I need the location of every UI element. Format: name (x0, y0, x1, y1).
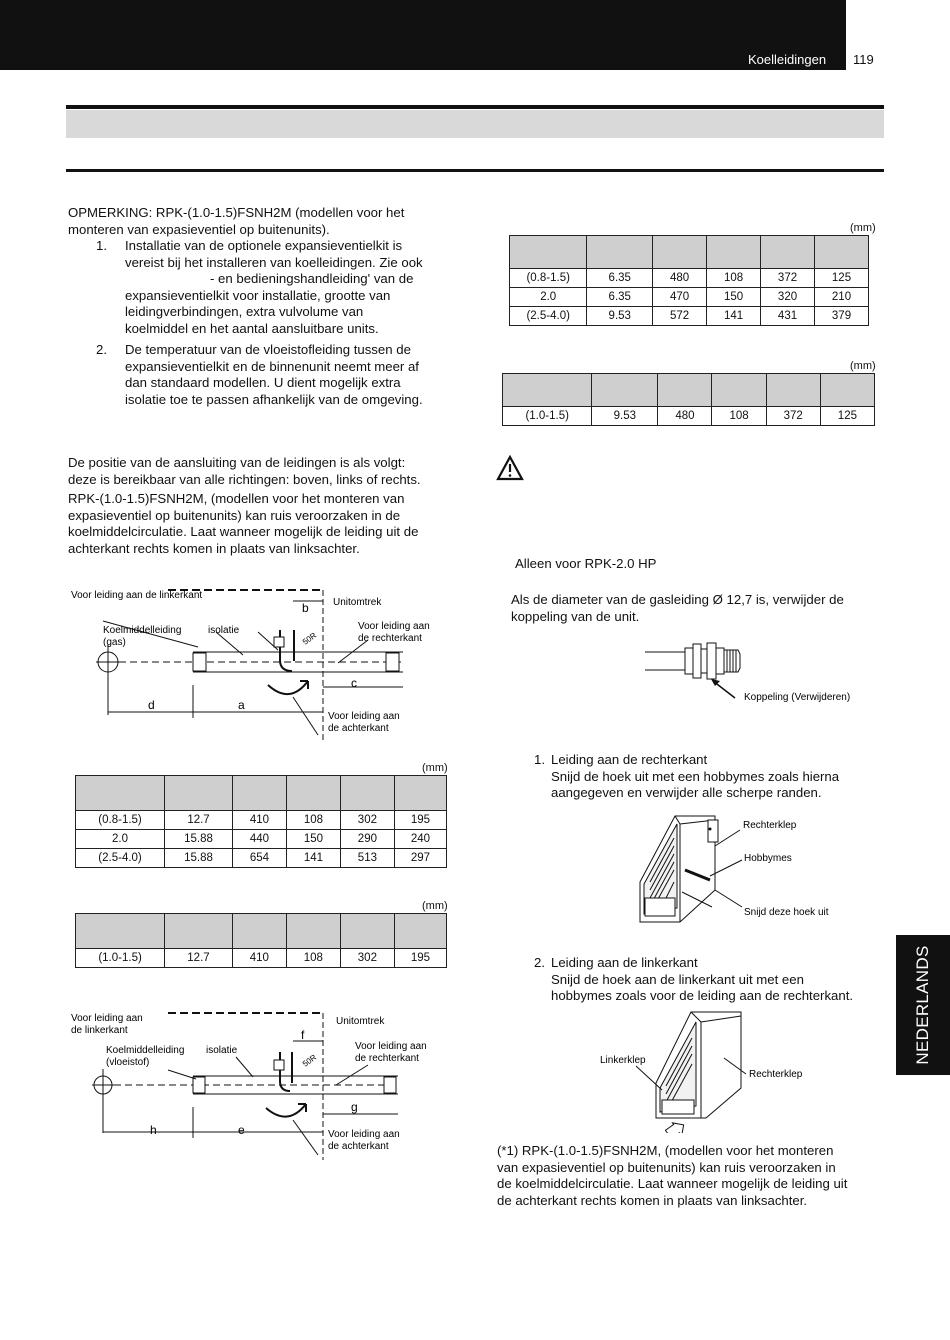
page-number: 119 (853, 52, 874, 67)
coupling-figure (640, 640, 880, 710)
svg-text:d: d (148, 698, 155, 712)
liquid-main-unit: (mm) (850, 222, 876, 234)
step-2-num: 2. (534, 955, 545, 970)
gas-note: Als de diameter van de gasleiding Ø 12,7 is, verwijder de koppeling van de unit. (511, 592, 844, 624)
gas-main-unit: (mm) (422, 762, 448, 774)
table-row: (2.5-4.0) 15.88 654 141 513 297 (76, 849, 447, 868)
svg-text:de rechterkant: de rechterkant (358, 633, 422, 644)
title-rule-top (66, 105, 884, 109)
svg-text:Voor leiding aan: Voor leiding aan (328, 1129, 400, 1140)
svg-text:Voor leiding aan: Voor leiding aan (328, 711, 400, 722)
gas-fsn-table (75, 913, 447, 968)
svg-text:b: b (302, 601, 309, 615)
warning-icon (496, 455, 524, 481)
gas-pipe-diagram (68, 585, 448, 740)
note-item-2: De temperatuur van de vloeistofleiding tussen de expansieventielkit en de binnenunit neemt meer af dan standaard modellen. U dient mogelijk extra isolatie toe te passen afhankelijk van de omgeving. (125, 342, 423, 407)
svg-text:isolatie: isolatie (208, 625, 240, 636)
header-bar (0, 0, 846, 70)
only-for-text: Alleen voor RPK-2.0 HP (515, 556, 657, 571)
section-title: Koelleidingen (748, 52, 827, 67)
svg-text:Voor leiding aan: Voor leiding aan (71, 1013, 143, 1024)
svg-text:Voor leiding aan: Voor leiding aan (355, 1041, 427, 1052)
svg-text:Rechterklep: Rechterklep (743, 820, 797, 831)
svg-text:Voor leiding aan: Voor leiding aan (358, 621, 430, 632)
svg-text:g: g (351, 1100, 358, 1114)
table-row: 2.0 6.35 470 150 320 210 (510, 288, 869, 307)
svg-text:Unitomtrek: Unitomtrek (336, 1016, 385, 1027)
step-1: Leiding aan de rechterkant Snijd de hoek uit met een hobbymes zoals hierna aangegeven en verwijder alle scherpe randen. (551, 752, 840, 801)
table-row: (2.5-4.0) 9.53 572 141 431 379 (510, 307, 869, 326)
left-valve-figure (596, 1008, 826, 1133)
table-row: 2.0 15.88 440 150 290 240 (76, 830, 447, 849)
svg-text:h: h (150, 1123, 157, 1137)
svg-text:c: c (351, 676, 357, 690)
svg-text:f: f (301, 1028, 305, 1042)
svg-text:Hobbymes: Hobbymes (744, 853, 792, 864)
table-row: (1.0-1.5) 12.7 410 108 302 195 (76, 949, 447, 968)
svg-text:50R: 50R (300, 630, 319, 647)
svg-text:de achterkant: de achterkant (328, 1141, 389, 1152)
liquid-main-table (509, 235, 869, 326)
table-row: (1.0-1.5) 9.53 480 108 372 125 (503, 407, 875, 426)
svg-text:de rechterkant: de rechterkant (355, 1053, 419, 1064)
liquid-pipe-diagram (68, 1005, 448, 1160)
note-intro: OPMERKING: RPK-(1.0-1.5)FSNH2M (modellen voor het monteren van expasieventiel op buitenunits). (68, 205, 405, 237)
footnote: (*1) RPK-(1.0-1.5)FSNH2M, (modellen voor het monteren van expasieventiel op buitenunits) kan ruis veroorzaken in de koelmiddelcirculatie. Laat wanneer mogelijk de leiding uit de achterkant rechts komen in plaats van linksachter. (497, 1143, 848, 1208)
svg-text:isolatie: isolatie (206, 1045, 238, 1056)
language-tab-label: NEDERLANDS (913, 945, 932, 1065)
svg-text:Voor leiding aan de linkerkant: Voor leiding aan de linkerkant (71, 590, 203, 601)
svg-text:Rechterklep: Rechterklep (749, 1069, 803, 1080)
title-band (66, 110, 884, 138)
svg-text:Snijd deze hoek uit: Snijd deze hoek uit (744, 907, 829, 918)
svg-text:de linkerkant: de linkerkant (71, 1025, 128, 1036)
gas-main-table (75, 775, 447, 868)
svg-text:Linkerklep: Linkerklep (600, 1055, 646, 1066)
title-rule-bottom (66, 169, 884, 172)
position-paragraph: De positie van de aansluiting van de leidingen is als volgt: deze is bereikbaar van alle richtingen: boven, links of rechts. RPK-(1.0-1.5)FSNH2M, (modellen voor het monteren van expasieventiel op buitenunits) kan ruis veroorzaken in de koelmiddelcirculatie. Laat wanneer mogelijk de leiding uit de achterkant rechts komen in plaats van linksachter. (68, 455, 421, 556)
step-2: Leiding aan de linkerkant Snijd de hoek aan de linkerkant uit met een hobbymes zoals voor de leiding aan de rechterkant. (551, 955, 854, 1004)
note-item-1: Installatie van de optionele expansieventielkit is vereist bij het installeren van koelleidingen. Zie ook - en bedieningshandleiding' van de expansieventielkit voor installatie, grootte van leidingverbindingen, extra vulvolume van koelmiddel en het aantal aansluitbare units. (125, 238, 423, 336)
svg-text:e: e (238, 1123, 245, 1137)
note-item-2-num: 2. (96, 342, 107, 357)
right-valve-figure (630, 812, 860, 927)
svg-text:Unitomtrek: Unitomtrek (333, 597, 382, 608)
svg-text:de achterkant: de achterkant (328, 723, 389, 734)
table-row: (0.8-1.5) 6.35 480 108 372 125 (510, 269, 869, 288)
svg-text:50R: 50R (300, 1052, 319, 1069)
svg-text:(gas): (gas) (103, 637, 126, 648)
liquid-fsn-table (502, 373, 875, 426)
svg-text:(vloeistof): (vloeistof) (106, 1057, 150, 1068)
liquid-fsn-unit: (mm) (850, 360, 876, 372)
svg-text:a: a (238, 698, 245, 712)
gas-fsn-unit: (mm) (422, 900, 448, 912)
step-1-num: 1. (534, 752, 545, 767)
language-tab (896, 935, 950, 1075)
table-row: (0.8-1.5) 12.7 410 108 302 195 (76, 811, 447, 830)
svg-text:Koppeling (Verwijderen): Koppeling (Verwijderen) (744, 692, 851, 703)
note-item-1-num: 1. (96, 238, 107, 253)
svg-text:Koelmiddelleiding: Koelmiddelleiding (106, 1045, 185, 1056)
svg-text:Koelmiddelleiding: Koelmiddelleiding (103, 625, 182, 636)
